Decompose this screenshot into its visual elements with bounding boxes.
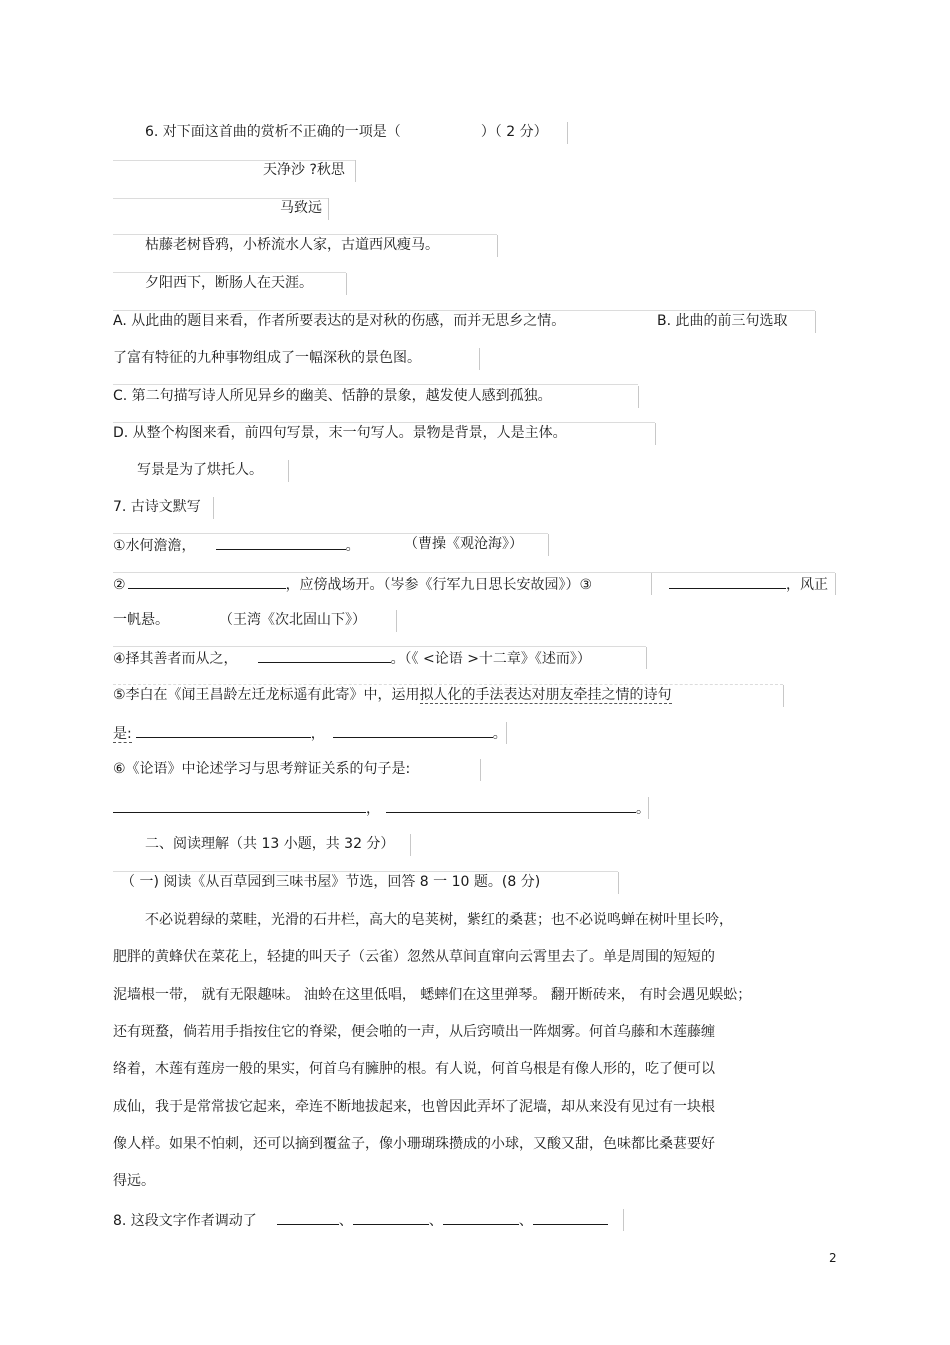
passage-line: 像人样。如果不怕刺，还可以摘到覆盆子，像小珊瑚珠攒成的小球，又酸又甜，色味都比桑葚要好 (113, 1136, 715, 1152)
q7-item-5-blanks: 是: ， 。 (113, 722, 507, 744)
q7-item-5: ⑤李白在《闻王昌龄左迁龙标遥有此寄》中，运用拟人化的手法表达对朋友牵挂之情的诗句 (113, 687, 672, 703)
scan-divider (410, 834, 411, 856)
fill-blank-2[interactable] (128, 573, 286, 589)
page-number: 2 (829, 1251, 837, 1265)
scan-divider (355, 160, 356, 182)
section-title: 二、阅读理解（共 13 小题，共 32 分） (145, 836, 395, 852)
scan-divider (479, 348, 480, 370)
option-a: A. 从此曲的题目来看，作者所要表达的是对秋的伤感，而并无思乡之情。 (113, 313, 566, 329)
fill-blank-5b[interactable] (333, 722, 493, 738)
fill-blank-1[interactable] (216, 534, 346, 550)
scan-divider (646, 647, 647, 669)
scan-divider (783, 685, 784, 707)
passage-line: 络着，木莲有莲房一般的果实，何首乌有臃肿的根。有人说，何首乌根是有像人形的，吃了便可以 (113, 1061, 715, 1077)
option-d-continued: 写景是为了烘托人。 (137, 462, 263, 478)
option-b-continued: 了富有特征的九种事物组成了一幅深秋的景色图。 (113, 350, 421, 366)
scan-divider (618, 872, 619, 894)
q7-item-3: ，风正 (669, 573, 828, 595)
scan-divider (328, 198, 329, 220)
option-b: B. 此曲的前三句选取 (657, 313, 788, 329)
q8-stem: 8. 这段文字作者调动了 、 、 、 (113, 1209, 608, 1231)
scan-divider (548, 534, 549, 556)
fill-blank-8c[interactable] (443, 1209, 519, 1225)
option-c: C. 第二句描写诗人所见异乡的幽美、恬静的景象，越发使人感到孤独。 (113, 388, 552, 404)
scan-divider (835, 573, 836, 595)
scan-divider (567, 122, 568, 144)
fill-blank-6a[interactable] (113, 797, 366, 813)
scan-divider (213, 497, 214, 519)
q7-item-3-source: （王湾《次北固山下》） (219, 612, 366, 628)
scan-divider (638, 386, 639, 408)
passage-line: 还有斑蝥，倘若用手指按住它的脊梁，便会啪的一声，从后窍喷出一阵烟雾。何首乌藤和木莲藤缠 (113, 1024, 715, 1040)
q7-title: 7. 古诗文默写 (113, 499, 201, 515)
q7-item-2: ② ，应傍战场开。（岑参《行军九日思长安故园》）③ (113, 573, 592, 595)
fill-blank-8a[interactable] (277, 1209, 339, 1225)
scan-divider (497, 235, 498, 257)
section-subtitle: （ 一) 阅读《从百草园到三味书屋》节选，回答 8 一 10 题。(8 分) (121, 874, 541, 890)
passage-line: 肥胖的黄蜂伏在菜花上，轻捷的叫天子（云雀）忽然从草间直窜向云霄里去了。单是周围的短短的 (113, 949, 715, 965)
scan-divider (346, 273, 347, 295)
q7-item-1-source: （曹操《观沧海》） (404, 536, 523, 552)
q7-item-4: ④择其善者而从之， 。（《 <论语 >十二章》《述而》） (113, 647, 591, 669)
poem-author: 马致远 (280, 200, 322, 216)
scan-divider (651, 573, 652, 595)
q7-item-6-blanks: ， 。 (113, 797, 650, 819)
fill-blank-8b[interactable] (353, 1209, 429, 1225)
scan-divider (655, 423, 656, 445)
option-d: D. 从整个构图来看，前四句写景，末一句写人。景物是背景，人是主体。 (113, 425, 567, 441)
passage-line: 不必说碧绿的菜畦，光滑的石井栏，高大的皂荚树，紫红的桑葚；也不必说鸣蝉在树叶里长吟， (145, 912, 733, 928)
poem-title: 天净沙 ?秋思 (263, 162, 345, 178)
scan-divider (480, 759, 481, 781)
scan-divider (623, 1209, 624, 1231)
scan-divider (288, 460, 289, 482)
poem-line-2: 夕阳西下，断肠人在天涯。 (145, 275, 313, 291)
fill-blank-3[interactable] (669, 573, 786, 589)
passage-line: 泥墙根一带， 就有无限趣味。 油蛉在这里低唱， 蟋蟀们在这里弹琴。 翻开断砖来， 有时会遇见蜈蚣； (113, 987, 752, 1003)
fill-blank-4[interactable] (258, 647, 391, 663)
scan-divider (506, 722, 507, 744)
fill-blank-5a[interactable] (136, 722, 311, 738)
passage-line: 得远。 (113, 1173, 155, 1189)
fill-blank-8d[interactable] (533, 1209, 608, 1225)
q6-stem: 6. 对下面这首曲的赏析不正确的一项是（ ）（ 2 分） (145, 124, 548, 140)
q7-item-1: ①水何澹澹， 。 (113, 534, 360, 556)
scan-divider (648, 797, 649, 819)
passage-line: 成仙，我于是常常拔它起来，牵连不断地拔起来，也曾因此弄坏了泥墙，却从来没有见过有一块根 (113, 1099, 715, 1115)
q7-item-6: ⑥《论语》中论述学习与思考辩证关系的句子是: (113, 761, 411, 777)
scan-rule (113, 384, 638, 385)
fill-blank-6b[interactable] (386, 797, 636, 813)
scan-divider (396, 610, 397, 632)
q7-item-3-continued: 一帆悬。 (113, 612, 169, 628)
scan-divider (815, 311, 816, 333)
poem-line-1: 枯藤老树昏鸦，小桥流水人家，古道西风瘦马。 (145, 237, 439, 253)
